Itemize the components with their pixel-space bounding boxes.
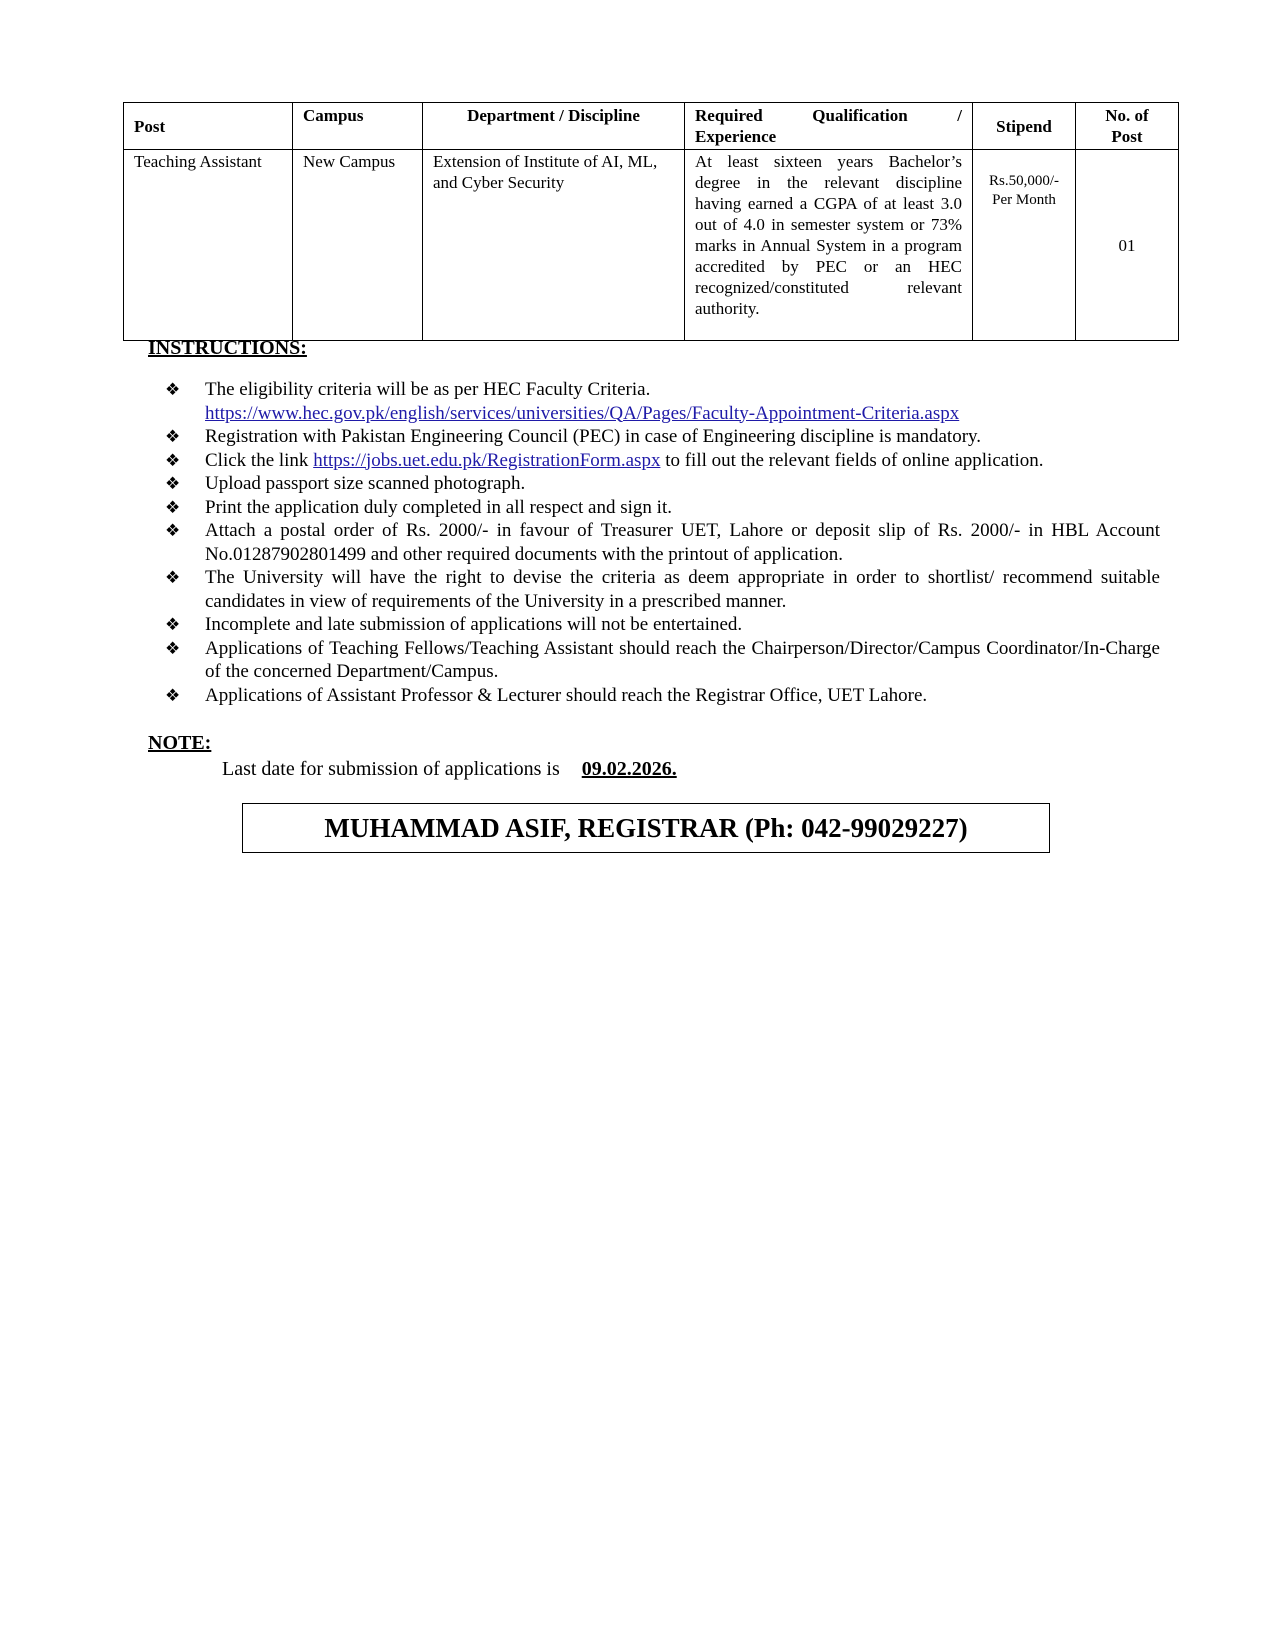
header-qualification-line2: Experience bbox=[695, 127, 777, 146]
header-post-count-line2: Post bbox=[1111, 127, 1143, 146]
list-item bbox=[165, 496, 1160, 520]
header-department: Department / Discipline bbox=[423, 103, 685, 150]
cell-stipend-amount: Rs.50,000/- bbox=[988, 173, 1059, 189]
deadline-text: Last date for submission of applications is bbox=[222, 758, 560, 780]
bullet-icon: ❖ bbox=[165, 615, 181, 634]
cell-qualification: At least sixteen years Bachelor’s degree in the relevant discipline having earned a CGPA of at least 3.0 out of 4.0 in semester system or 73% marks in Annual System in a program accredited by PEC or an HEC recognized/constituted relevant authority. bbox=[685, 150, 973, 341]
list-item bbox=[165, 472, 1160, 496]
deadline-date: 09.02.2026. bbox=[581, 758, 677, 780]
cell-campus: New Campus bbox=[293, 150, 423, 341]
cell-department: Extension of Institute of AI, ML, and Cyber Security bbox=[423, 150, 685, 341]
list-item bbox=[165, 519, 1160, 566]
header-qualification-line1: Required Qualification / bbox=[695, 106, 962, 125]
bullet-icon: ❖ bbox=[165, 521, 181, 540]
list-item bbox=[165, 684, 1160, 708]
registrar-name: MUHAMMAD ASIF, REGISTRAR (Ph: 042-99029227) bbox=[324, 812, 968, 843]
list-item bbox=[165, 613, 1160, 637]
header-post-count-line1: No. of bbox=[1105, 106, 1149, 125]
table-header-row bbox=[124, 103, 1179, 150]
bullet-icon: ❖ bbox=[165, 380, 181, 399]
instructions-list bbox=[165, 378, 1160, 707]
header-qualification bbox=[685, 103, 973, 150]
instruction-text: Applications of Teaching Fellows/Teaching Assistant should reach the Chairperson/Director/Campus Coordinator/In-Charge of the concerned Department/Campus. bbox=[205, 637, 1160, 682]
instruction-text: The University will have the right to devise the criteria as deem appropriate in order to shortlist/ recommend suitable candidates in view of requirements of the University in a prescribed manner. bbox=[205, 567, 1160, 612]
bullet-icon: ❖ bbox=[165, 497, 181, 517]
positions-table bbox=[123, 102, 1179, 341]
instruction-text: Registration with Pakistan Engineering Council (PEC) in case of Engineering discipline is mandatory. bbox=[205, 426, 982, 447]
instruction-click-prefix: Click the link bbox=[205, 449, 314, 471]
bullet-icon: ❖ bbox=[165, 568, 181, 587]
instruction-text: The eligibility criteria will be as per HEC Faculty Criteria. bbox=[205, 379, 651, 400]
instruction-text: Print the application duly completed in all respect and sign it. bbox=[205, 496, 672, 518]
cell-post-count: 01 bbox=[1076, 150, 1179, 341]
list-item bbox=[165, 637, 1160, 684]
bullet-icon: ❖ bbox=[165, 474, 181, 493]
header-post: Post bbox=[124, 103, 293, 150]
note-heading: NOTE: bbox=[148, 732, 212, 754]
header-campus: Campus bbox=[293, 103, 423, 150]
instruction-click-suffix: to fill out the relevant fields of online application. bbox=[660, 449, 1044, 471]
list-item bbox=[165, 378, 1160, 425]
bullet-icon: ❖ bbox=[165, 685, 181, 705]
cell-stipend-period: Per Month bbox=[992, 192, 1056, 208]
header-stipend: Stipend bbox=[973, 103, 1076, 150]
bullet-icon: ❖ bbox=[165, 427, 181, 446]
deadline-note bbox=[222, 758, 677, 781]
list-item bbox=[165, 425, 1160, 449]
list-item bbox=[165, 566, 1160, 613]
table-row bbox=[124, 150, 1179, 341]
cell-post: Teaching Assistant bbox=[124, 150, 293, 341]
list-item bbox=[165, 449, 1160, 473]
bullet-icon: ❖ bbox=[165, 638, 181, 658]
header-post-count bbox=[1076, 103, 1179, 150]
instruction-text: Attach a postal order of Rs. 2000/- in favour of Treasurer UET, Lahore or deposit slip of Rs. 2000/- in HBL Account No.01287902801499 and other required documents with the printout of application. bbox=[205, 520, 1160, 565]
instruction-text: Incomplete and late submission of applications will not be entertained. bbox=[205, 614, 743, 635]
bullet-icon: ❖ bbox=[165, 450, 181, 470]
cell-stipend bbox=[973, 150, 1076, 341]
hec-criteria-link[interactable]: https://www.hec.gov.pk/english/services/universities/QA/Pages/Faculty-Appointment-Criteria.aspx bbox=[205, 402, 960, 424]
instruction-text: Applications of Assistant Professor & Lecturer should reach the Registrar Office, UET Lahore. bbox=[205, 684, 928, 706]
instruction-text: Upload passport size scanned photograph. bbox=[205, 473, 526, 494]
registration-form-link[interactable]: https://jobs.uet.edu.pk/RegistrationForm.aspx bbox=[313, 449, 661, 471]
instructions-heading: INSTRUCTIONS: bbox=[148, 337, 307, 359]
registrar-signature-box bbox=[242, 803, 1050, 853]
